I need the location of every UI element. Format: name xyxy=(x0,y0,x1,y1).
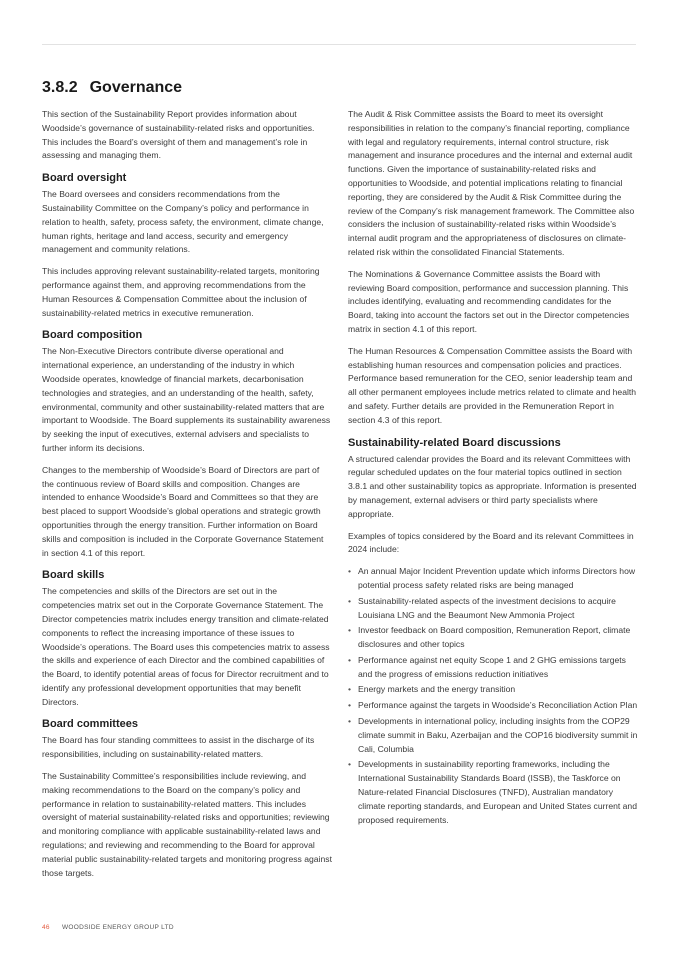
list-item: • Developments in sustainability reporting frameworks, including the International Sustainability Standards Board (ISSB), the Taskforce on Nature-related Financial Disclosures (TNFD), Australian mandatory climate reporting standards, and European and United States current and proposed requirements. xyxy=(348,758,638,827)
paragraph: The Board has four standing committees to assist in the discharge of its responsibilities, including on sustainability-related matters. xyxy=(42,735,315,760)
paragraph: The competencies and skills of the Directors are set out in the competencies matrix set out in the Corporate Governance Statement. The Director competencies matrix includes energy transition and climate-related components to reflect the increasing importance of these issues to Woodside’s operations. The Board uses this competencies matrix to assess the skills and experience of each Director and the combined capabilities of the Board, to identify potential areas of focus for Director recruitment and to identify any professional development opportunities that may benefit Directors. xyxy=(42,586,330,707)
paragraph: This includes approving relevant sustainability-related targets, monitoring performance against them, and approving recommendations from the Human Resources & Compensation Committee about the inclusion of sustainability-related metrics in executive remuneration. xyxy=(42,266,320,318)
section-number: 3.8.2 xyxy=(42,79,78,96)
paragraph: Examples of topics considered by the Board and its relevant Committees in 2024 include: xyxy=(348,530,634,555)
footer-company: WOODSIDE ENERGY GROUP LTD xyxy=(61,924,174,931)
heading-board-discussions: Sustainability-related Board discussions xyxy=(348,436,561,449)
page-footer xyxy=(42,924,174,931)
section-title: Governance xyxy=(89,79,183,96)
paragraph-audit-risk: The Audit & Risk Committee assists the Board to meet its oversight responsibilities in relation to the company’s financial reporting, compliance with legal and regulatory requirements, internal control structure, risk management and insurance procedures and the internal and external audit functions. Given the importance of sustainability-related risks and opportunities to Woodside, and potential implications relating to financial reporting, they are considered by the Audit & Risk Committee during the review of the Company’s risk management framework. The Committee also considers the inclusion of sustainability-related risks within Woodside’s internal audit program and the appropriateness of disclosures on climate-related risk within the consolidated Financial Statements. xyxy=(348,109,635,257)
heading-board-oversight: Board oversight xyxy=(42,172,127,185)
heading-board-composition: Board composition xyxy=(42,329,143,342)
right-column xyxy=(348,108,638,829)
heading-board-skills: Board skills xyxy=(42,569,105,582)
topics-list xyxy=(348,565,638,827)
list-item: • Performance against net equity Scope 1 and 2 GHG emissions targets and the progress of emissions reduction initiatives xyxy=(348,654,638,682)
list-item: • Energy markets and the energy transition xyxy=(348,683,638,697)
paragraph: Changes to the membership of Woodside’s Board of Directors are part of the continuous review of Board skills and composition. Changes are intended to enhance Woodside’s Board and Committees so that they are best placed to support Woodside’s global operations and strategic growth opportunities through the energy transition. Further information on Board skills and composition is included in the Corporate Governance Statement in section 4.1 of this report. xyxy=(42,464,324,558)
paragraph: The Sustainability Committee’s responsibilities include reviewing, and making recommendations to the Board on the company’s policy and performance in relation to sustainability-related matters. This includes oversight of material sustainability-related risks and opportunities; reviewing and monitoring compliance with applicable sustainability-related laws and regulations; and reviewing and recommending to the Board for approval material public sustainability-related targets and monitoring progress against those targets. xyxy=(42,771,332,878)
list-item: • Developments in international policy, including insights from the COP29 climate summit in Baku, Azerbaijan and the COP16 biodiversity summit in Cali, Columbia xyxy=(348,715,638,756)
intro-paragraph: This section of the Sustainability Report provides information about Woodside’s governance of sustainability-related risks and opportunities. This includes the Board’s oversight of them and management’s role in assessing and managing them. xyxy=(42,109,315,161)
paragraph-nominations: The Nominations & Governance Committee assists the Board with reviewing Board composition, performance and succession planning. This includes identifying, evaluating and recommending candidates for the Board, taking into account the factors set out in the Director competencies matrix in section 4.1 of this report. xyxy=(348,268,630,334)
list-item: • An annual Major Incident Prevention update which informs Directors how potential process safety related risks are being managed xyxy=(348,565,638,593)
paragraph: The Board oversees and considers recommendations from the Sustainability Committee on the Company’s policy and performance in relation to health, safety, process safety, the environment, climate change, human rights, heritage and land access, security and emergency management and community relations. xyxy=(42,189,324,255)
list-item: • Performance against the targets in Woodside’s Reconciliation Action Plan xyxy=(348,699,638,713)
page-title xyxy=(42,79,182,97)
paragraph: A structured calendar provides the Board and its relevant Committees with regular scheduled updates on the four material topics outlined in section 3.8.1 and other sustainability topics as appropriate. Information is presented by management, external advisers or third party specialists where appropriate. xyxy=(348,453,637,519)
heading-board-committees: Board committees xyxy=(42,718,138,731)
list-item: • Investor feedback on Board composition, Remuneration Report, climate disclosures and other topics xyxy=(348,624,638,652)
paragraph: The Non-Executive Directors contribute diverse operational and international experience, an understanding of the industry in which Woodside operates, knowledge of financial markets, decarbonisation technologies and strategies, and an understanding of the health, safety, environmental, community and other sustainability-related matters that are important to Woodside. The Board supplements its sustainability awareness by seeking the input of executives, external advisers and specialists to further inform its decisions. xyxy=(42,346,331,453)
page-number: 46 xyxy=(42,924,50,931)
paragraph-hr-compensation: The Human Resources & Compensation Committee assists the Board with establishing human resources and compensation policies and practices. Performance based remuneration for the CEO, senior leadership team and all other permanent employees include metrics related to climate and health and safety. Further details are provided in the Remuneration Report in section 4.3 of this report. xyxy=(348,345,637,425)
header-divider xyxy=(42,44,636,45)
left-column xyxy=(42,108,332,888)
list-item: • Sustainability-related aspects of the investment decisions to acquire Louisiana LNG and the Beaumont New Ammonia Project xyxy=(348,595,638,623)
